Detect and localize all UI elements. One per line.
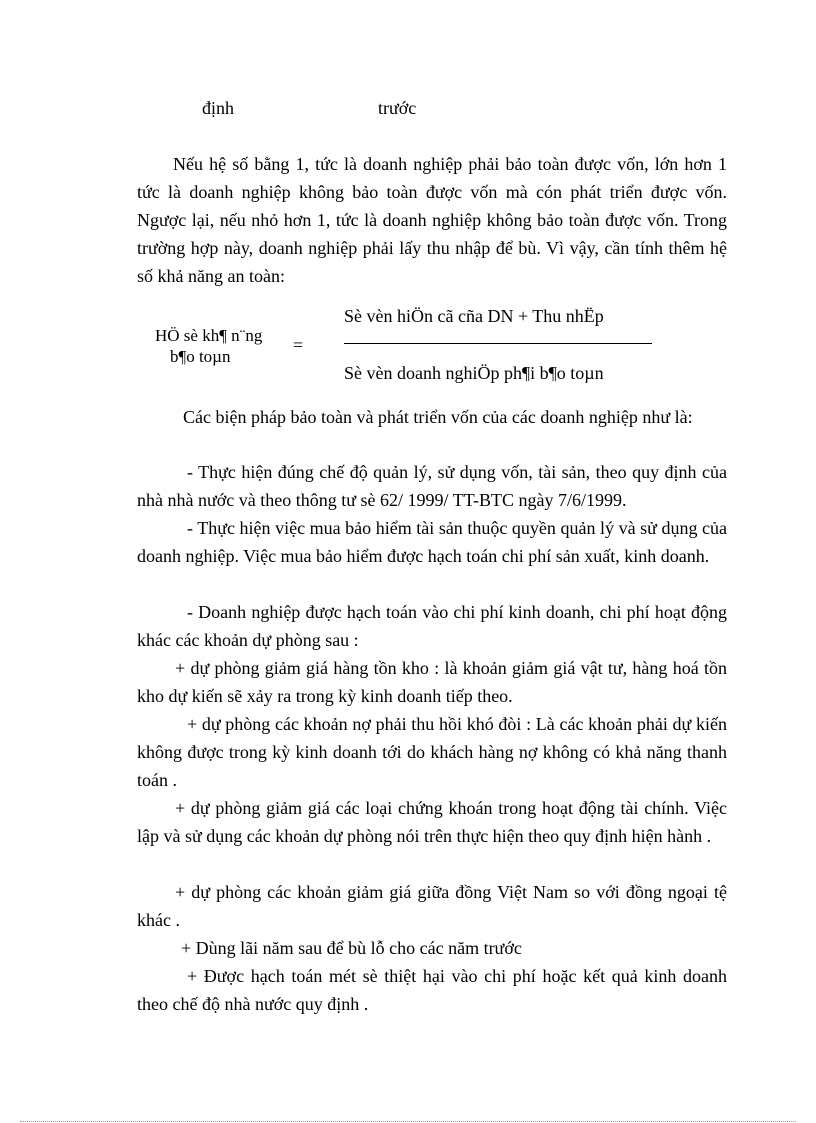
formula-numerator: Sè vèn hiÖn cã cña DN + Thu nhËp <box>344 306 604 326</box>
page-bottom-divider <box>20 1121 796 1122</box>
plus-item-5: + Dùng lãi năm sau để bù lỗ cho các năm trước <box>181 938 522 958</box>
bullet-item-2: - Thực hiện việc mua bảo hiểm tài sản thuộc quyền quản lý và sử dụng của doanh nghiệp. Việc mua bảo hiểm được hạch toán chi phí sản xuất, kinh doanh. <box>137 518 727 566</box>
intro-paragraph: Nếu hệ số bằng 1, tức là doanh nghiệp phải bảo toàn được vốn, lớn hơn 1 tức là doanh nghiệp không bảo toàn được vốn mà cón phát triển được vốn. Ngược lại, nếu nhỏ hơn 1, tức là doanh nghiệp không bảo toàn được vốn. Trong trường hợp này, doanh nghiệp phải lấy thu nhập để bù. Vì vậy, cần tính thêm hệ số khả năng an toàn: <box>137 154 727 286</box>
header-word-dinh: định <box>202 98 235 118</box>
formula-equals: = <box>293 335 304 355</box>
plus-item-6: + Được hạch toán mét sè thiệt hại vào chi phí hoặc kết quả kinh doanh theo chế độ nhà nước quy định . <box>137 966 727 1014</box>
plus-item-4: + dự phòng các khoản giảm giá giữa đồng Việt Nam so với đồng ngoại tệ khác . <box>137 882 727 930</box>
plus-item-3: + dự phòng giảm giá các loại chứng khoán trong hoạt động tài chính. Việc lập và sử dụng các khoản dự phòng nói trên thực hiện theo quy định hiện hành . <box>137 798 727 846</box>
formula-label-line1: HÖ sè kh¶ n¨ng <box>155 326 263 345</box>
bullet-item-1: - Thực hiện đúng chế độ quản lý, sử dụng vốn, tài sản, theo quy định của nhà nhà nước và theo thông tư sè 62/ 1999/ TT-BTC ngày 7/6/1999. <box>137 462 727 510</box>
plus-item-1: + dự phòng giảm giá hàng tồn kho : là khoản giảm giá vật tư, hàng hoá tồn kho dự kiến sẽ xảy ra trong kỳ kinh doanh tiếp theo. <box>137 658 727 706</box>
formula-label-line2: b¶o toµn <box>170 347 231 366</box>
formula-denominator: Sè vèn doanh nghiÖp ph¶i b¶o toµn <box>344 363 604 383</box>
header-word-truoc: trước <box>378 98 417 118</box>
plus-item-2: + dự phòng các khoản nợ phải thu hồi khó đòi : Là các khoản phải dự kiến không được trong kỳ kinh doanh tới do khách hàng nợ không có khả năng thanh toán . <box>137 714 727 790</box>
formula-fraction-bar <box>344 343 652 344</box>
bullet-item-3: - Doanh nghiệp được hạch toán vào chi phí kinh doanh, chi phí hoạt động khác các khoản dự phòng sau : <box>137 602 727 650</box>
measures-intro: Các biện pháp bảo toàn và phát triển vốn của các doanh nghiệp như là: <box>183 407 693 427</box>
